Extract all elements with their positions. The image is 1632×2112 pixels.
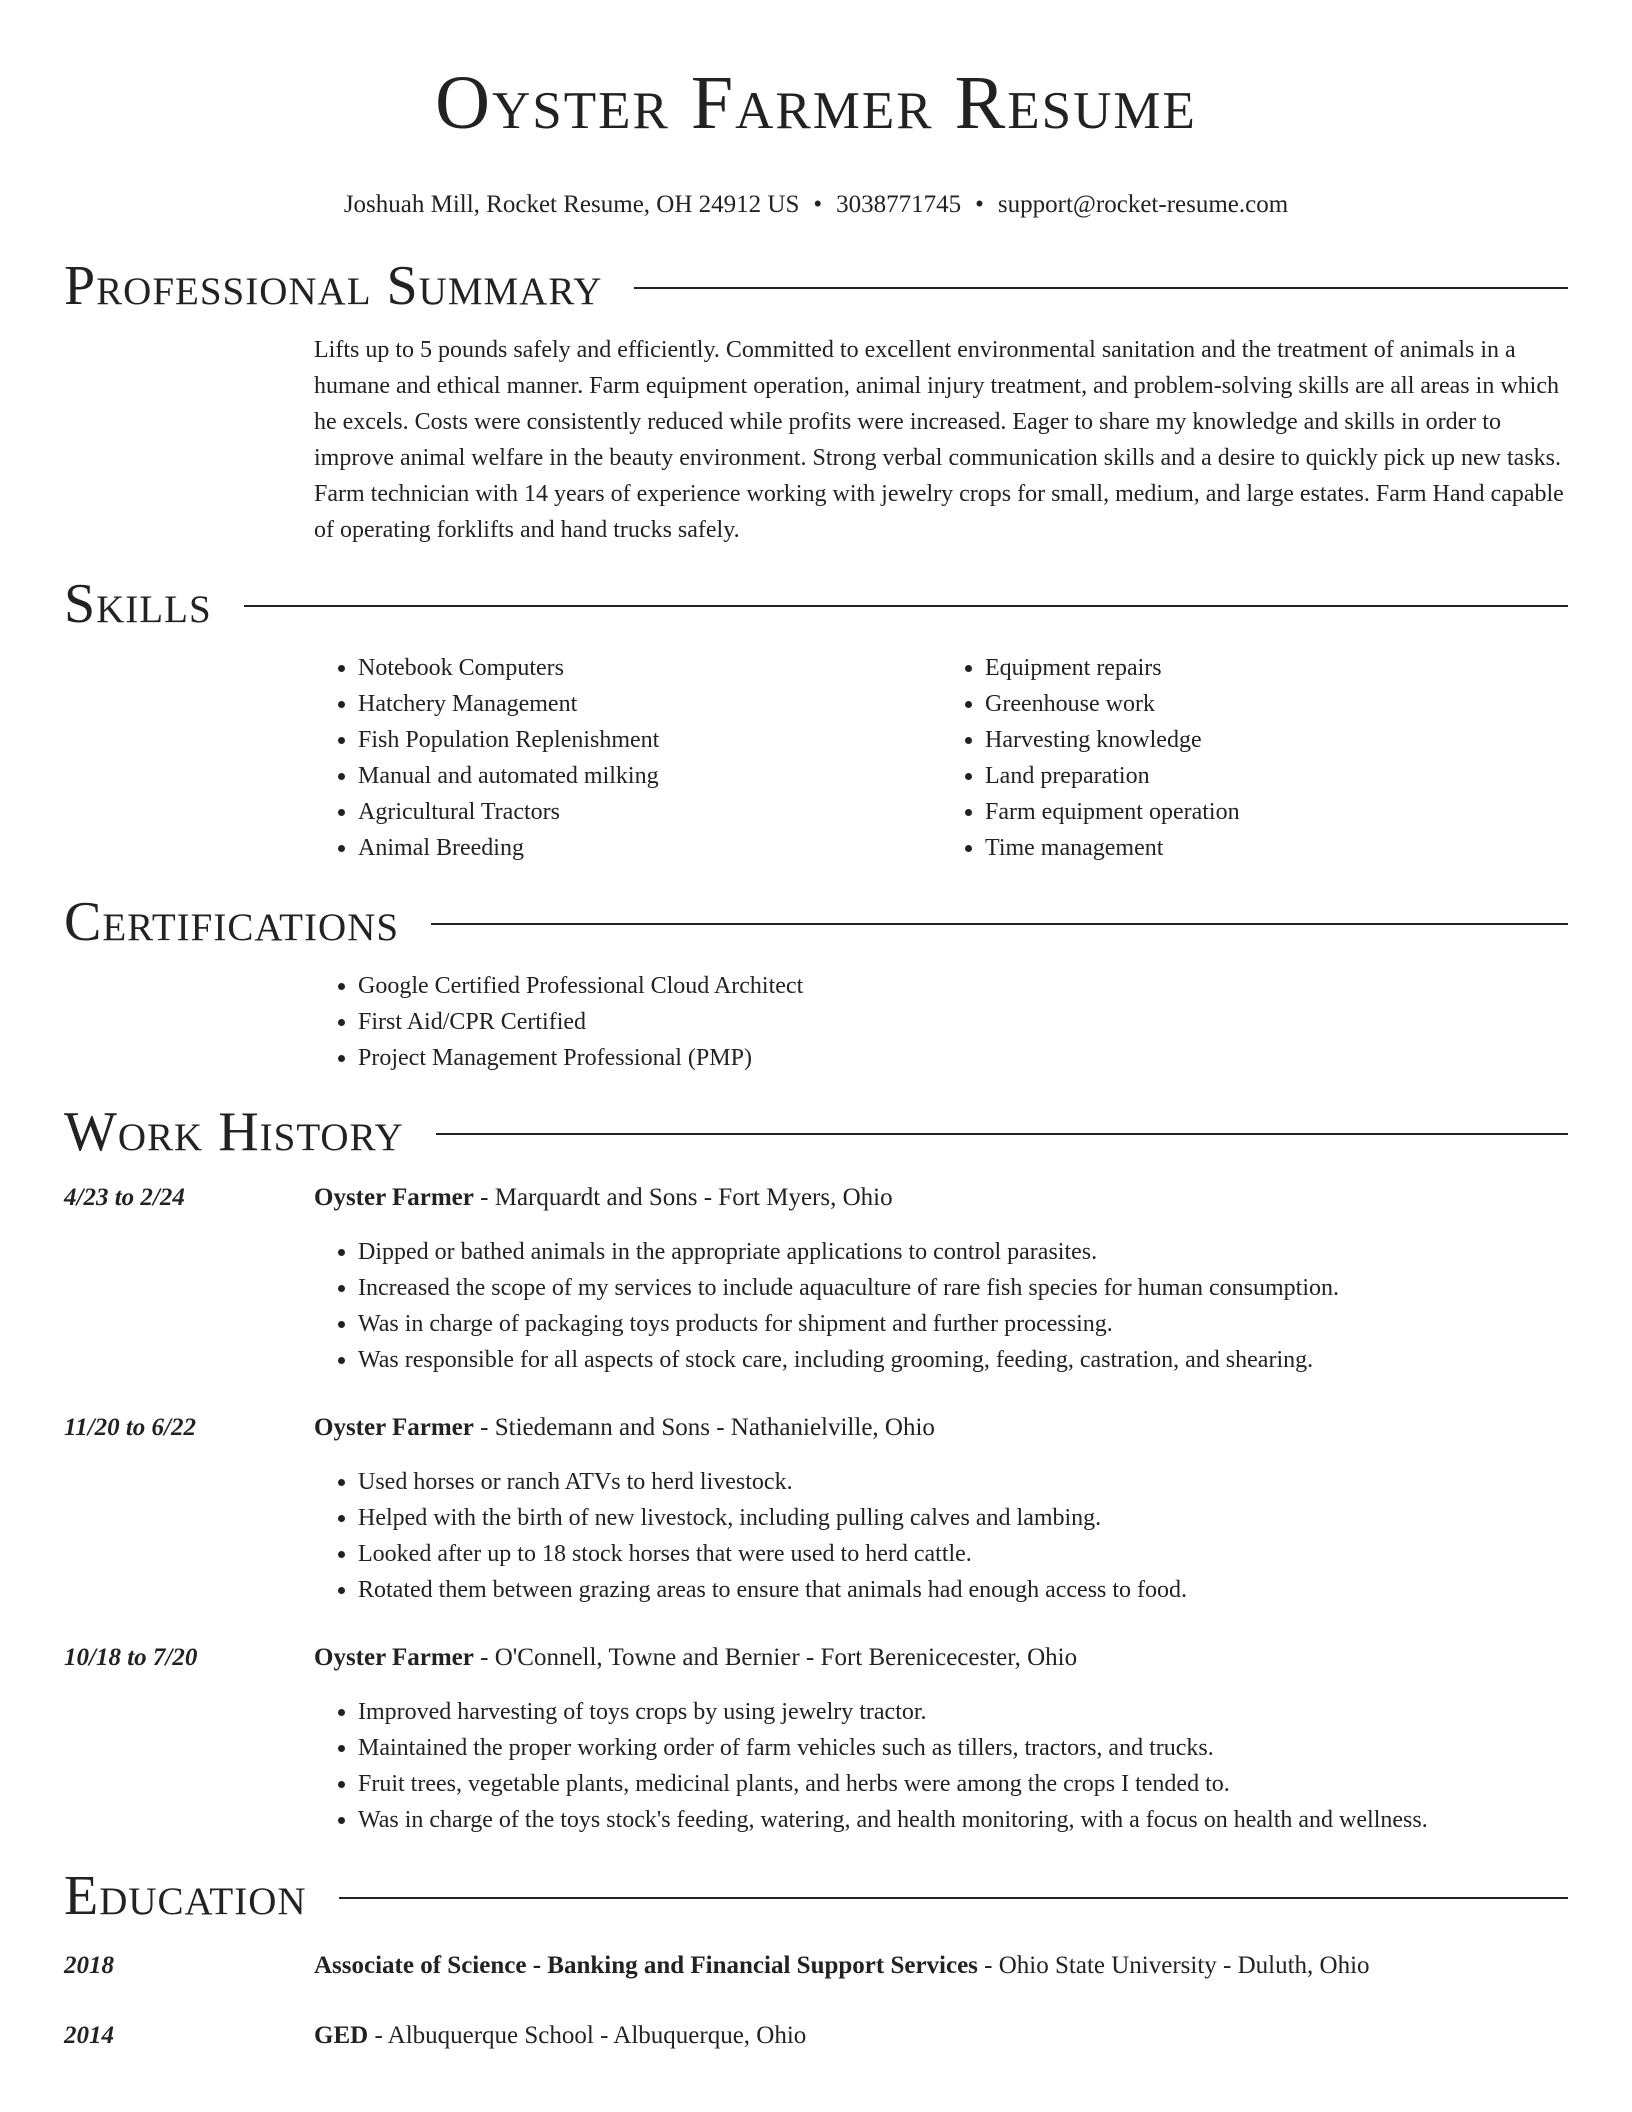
contact-line: [64, 190, 1568, 220]
job-entry: [64, 1640, 1568, 1838]
resume-title: Oyster Farmer Resume: [435, 61, 1197, 145]
job-bullet: • Fruit trees, vegetable plants, medicinal plants, and herbs were among the crops I tended to.: [358, 1766, 1568, 1802]
education-entry: [64, 2018, 1568, 2054]
job-bullet: • Improved harvesting of toys crops by using jewelry tractor.: [358, 1694, 1568, 1730]
work-heading: Work History: [64, 1101, 404, 1163]
job-bullets: [314, 1464, 1568, 1608]
education-degree: Associate of Science - Banking and Financial Support Services: [314, 1952, 978, 1979]
summary-heading: Professional Summary: [64, 255, 603, 317]
job-bullet: • Was responsible for all aspects of stock care, including grooming, feeding, castration, and shearing.: [358, 1342, 1568, 1378]
education-date: 2018: [64, 1952, 114, 1979]
skill-item: • Animal Breeding: [358, 830, 941, 866]
skill-item: • Land preparation: [985, 758, 1568, 794]
job-header: [64, 1640, 1568, 1676]
education-school: - Albuquerque School - Albuquerque, Ohio: [368, 2022, 807, 2049]
job-employer: - Marquardt and Sons - Fort Myers, Ohio: [473, 1184, 893, 1211]
job-date: 11/20 to 6/22: [64, 1414, 196, 1441]
skills-column-right: [941, 650, 1568, 866]
job-bullet: • Used horses or ranch ATVs to herd livestock.: [358, 1464, 1568, 1500]
education-date: 2014: [64, 2022, 114, 2049]
skills-section-header: [64, 574, 1568, 634]
contact-separator: •: [975, 191, 984, 218]
certifications-list: [314, 968, 1568, 1076]
skill-item: • Hatchery Management: [358, 686, 941, 722]
contact-email: support@rocket-resume.com: [997, 191, 1289, 218]
job-header: [64, 1180, 1568, 1216]
job-title: Oyster Farmer: [314, 1184, 474, 1211]
skill-item: • Time management: [985, 830, 1568, 866]
job-bullet: • Helped with the birth of new livestock, including pulling calves and lambing.: [358, 1500, 1568, 1536]
section-divider: [436, 1133, 1568, 1135]
job-entry: [64, 1410, 1568, 1608]
skill-item: • Greenhouse work: [985, 686, 1568, 722]
skill-item: • Fish Population Replenishment: [358, 722, 941, 758]
skills-column-left: [314, 650, 941, 866]
contact-address: Joshuah Mill, Rocket Resume, OH 24912 US: [343, 191, 800, 218]
job-date: 4/23 to 2/24: [64, 1184, 185, 1211]
section-divider: [244, 605, 1568, 607]
job-bullet: • Dipped or bathed animals in the appropriate applications to control parasites.: [358, 1234, 1568, 1270]
job-bullet: • Looked after up to 18 stock horses that were used to herd cattle.: [358, 1536, 1568, 1572]
job-header: [64, 1410, 1568, 1446]
job-bullet: • Maintained the proper working order of farm vehicles such as tillers, tractors, and trucks.: [358, 1730, 1568, 1766]
skill-item: • Agricultural Tractors: [358, 794, 941, 830]
work-section-header: [64, 1102, 1568, 1162]
job-employer: - O'Connell, Towne and Bernier - Fort Berenicecester, Ohio: [473, 1644, 1078, 1671]
education-school: - Ohio State University - Duluth, Ohio: [977, 1952, 1370, 1979]
job-title: Oyster Farmer: [314, 1644, 474, 1671]
job-date: 10/18 to 7/20: [64, 1644, 198, 1671]
job-title: Oyster Farmer: [314, 1414, 474, 1441]
section-divider: [431, 923, 1568, 925]
job-bullets: [314, 1234, 1568, 1378]
job-bullets: [314, 1694, 1568, 1838]
job-bullet: • Rotated them between grazing areas to ensure that animals had enough access to food.: [358, 1572, 1568, 1608]
certifications-section-header: [64, 892, 1568, 952]
education-degree: GED: [314, 2022, 369, 2049]
education-section-header: [64, 1866, 1568, 1926]
contact-separator: •: [813, 191, 823, 218]
job-entry: [64, 1180, 1568, 1378]
skills-list: [314, 650, 1568, 866]
job-bullet: • Increased the scope of my services to include aquaculture of rare fish species for human consumption.: [358, 1270, 1568, 1306]
skill-item: • Notebook Computers: [358, 650, 941, 686]
summary-section-header: [64, 256, 1568, 316]
job-bullet: • Was in charge of the toys stock's feeding, watering, and health monitoring, with a focus on health and wellness.: [358, 1802, 1568, 1838]
contact-phone: 3038771745: [836, 191, 962, 218]
section-divider: [339, 1897, 1568, 1899]
education-entry: [64, 1948, 1568, 1984]
certification-item: • Project Management Professional (PMP): [358, 1040, 1568, 1076]
summary-text: Lifts up to 5 pounds safely and efficiently. Committed to excellent environmental sanitation and the treatment of animals in a humane and ethical manner. Farm equipment operation, animal injury treatment, and problem-solving skills are all areas in which he excels. Costs were consistently reduced while profits were increased. Eager to share my knowledge and skills in order to improve animal welfare in the beauty environment. Strong verbal communication skills and a desire to quickly pick up new tasks. Farm technician with 14 years of experience working with jewelry crops for small, medium, and large estates. Farm Hand capable of operating forklifts and hand trucks safely.: [314, 337, 1564, 543]
section-divider: [634, 287, 1568, 289]
certification-item: • Google Certified Professional Cloud Architect: [358, 968, 1568, 1004]
certification-item: • First Aid/CPR Certified: [358, 1004, 1568, 1040]
skill-item: • Harvesting knowledge: [985, 722, 1568, 758]
job-bullet: • Was in charge of packaging toys products for shipment and further processing.: [358, 1306, 1568, 1342]
job-employer: - Stiedemann and Sons - Nathanielville, Ohio: [473, 1414, 935, 1441]
education-heading: Education: [64, 1865, 307, 1927]
certifications-heading: Certifications: [64, 891, 400, 953]
skills-heading: Skills: [64, 573, 212, 635]
skill-item: • Equipment repairs: [985, 650, 1568, 686]
skill-item: • Farm equipment operation: [985, 794, 1568, 830]
skill-item: • Manual and automated milking: [358, 758, 941, 794]
